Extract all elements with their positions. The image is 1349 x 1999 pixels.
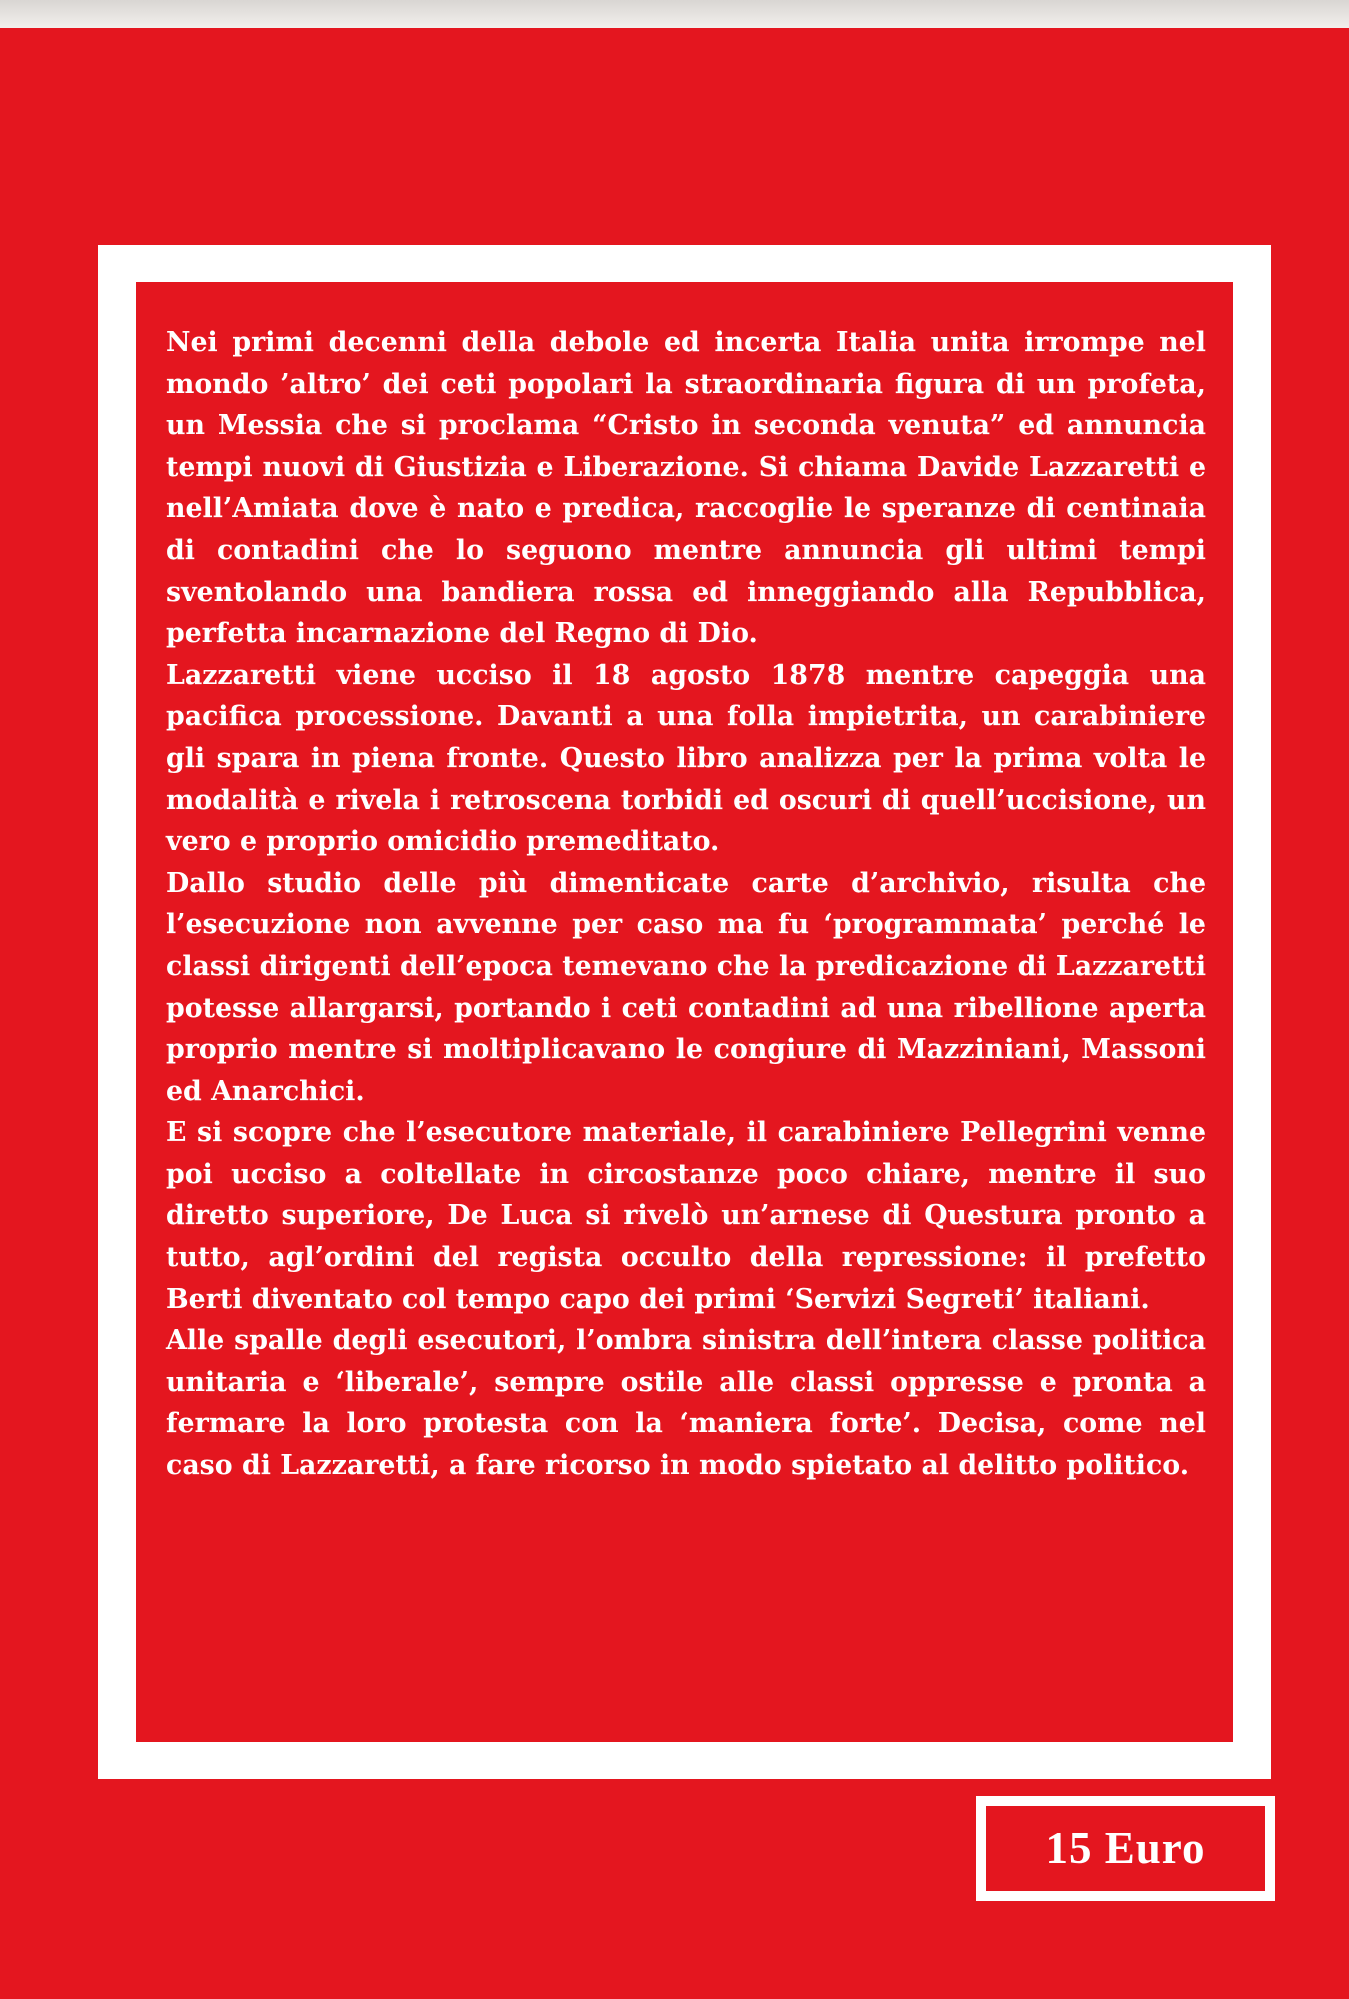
blurb-paragraph-2: Lazzaretti viene ucciso il 18 agosto 1878 mentre capeggia una pacifica processione. Davanti a una folla impietrita, un carabiniere gli spara in piena fronte. Questo libro analizza per la prima volta le modalità e rivela i retroscena torbidi ed oscuri di quell’uccisione, un vero e proprio omicidio premeditato. bbox=[166, 659, 1206, 858]
price-label: 15 Euro bbox=[1045, 1823, 1206, 1873]
price-box bbox=[976, 1796, 1275, 1901]
top-edge-shadow bbox=[0, 0, 1349, 28]
blurb-text bbox=[166, 322, 1206, 1487]
blurb-paragraph-3: Dallo studio delle più dimenticate carte d’archivio, risulta che l’esecuzione non avvenne per caso ma fu ‘programmata’ perché le classi dirigenti dell’epoca temevano che la predicazione di Lazzaretti potesse allargarsi, portando i ceti contadini ad una ribellione aperta proprio mentre si moltiplicavano le congiure di Mazziniani, Massoni ed Anarchici. bbox=[166, 867, 1206, 1107]
blurb-paragraph-4: E si scopre che l’esecutore materiale, il carabiniere Pellegrini venne poi ucciso a coltellate in circostanze poco chiare, mentre il suo diretto superiore, De Luca si rivelò un’arnese di Questura pronto a tutto, agl’ordini del regista occulto della repressione: il prefetto Berti diventato col tempo capo dei primi ‘Servizi Segreti’ italiani. bbox=[166, 1117, 1206, 1315]
price-box-inner bbox=[986, 1806, 1265, 1891]
blurb-paragraph-5: Alle spalle degli esecutori, l’ombra sinistra dell’intera classe politica unitaria e ‘liberale’, sempre ostile alle classi oppresse e pronta a fermare la loro protesta con la ‘maniera forte’. Decisa, come nel caso di Lazzaretti, a fare ricorso in modo spietato al delitto politico. bbox=[166, 1325, 1206, 1482]
blurb-paragraph-1: Nei primi decenni della debole ed incerta Italia unita irrompe nel mondo ’altro’ dei ceti popolari la straordinaria figura di un profeta, un Messia che si proclama “Cristo in seconda venuta” ed annuncia tempi nuovi di Giustizia e Liberazione. Si chiama Davide Lazzaretti e nell’Amiata dove è nato e predica, raccoglie le speranze di centinaia di contadini che lo seguono mentre annuncia gli ultimi tempi sventolando una bandiera rossa ed inneggiando alla Repubblica, perfetta incarnazione del Regno di Dio. bbox=[166, 327, 1206, 650]
